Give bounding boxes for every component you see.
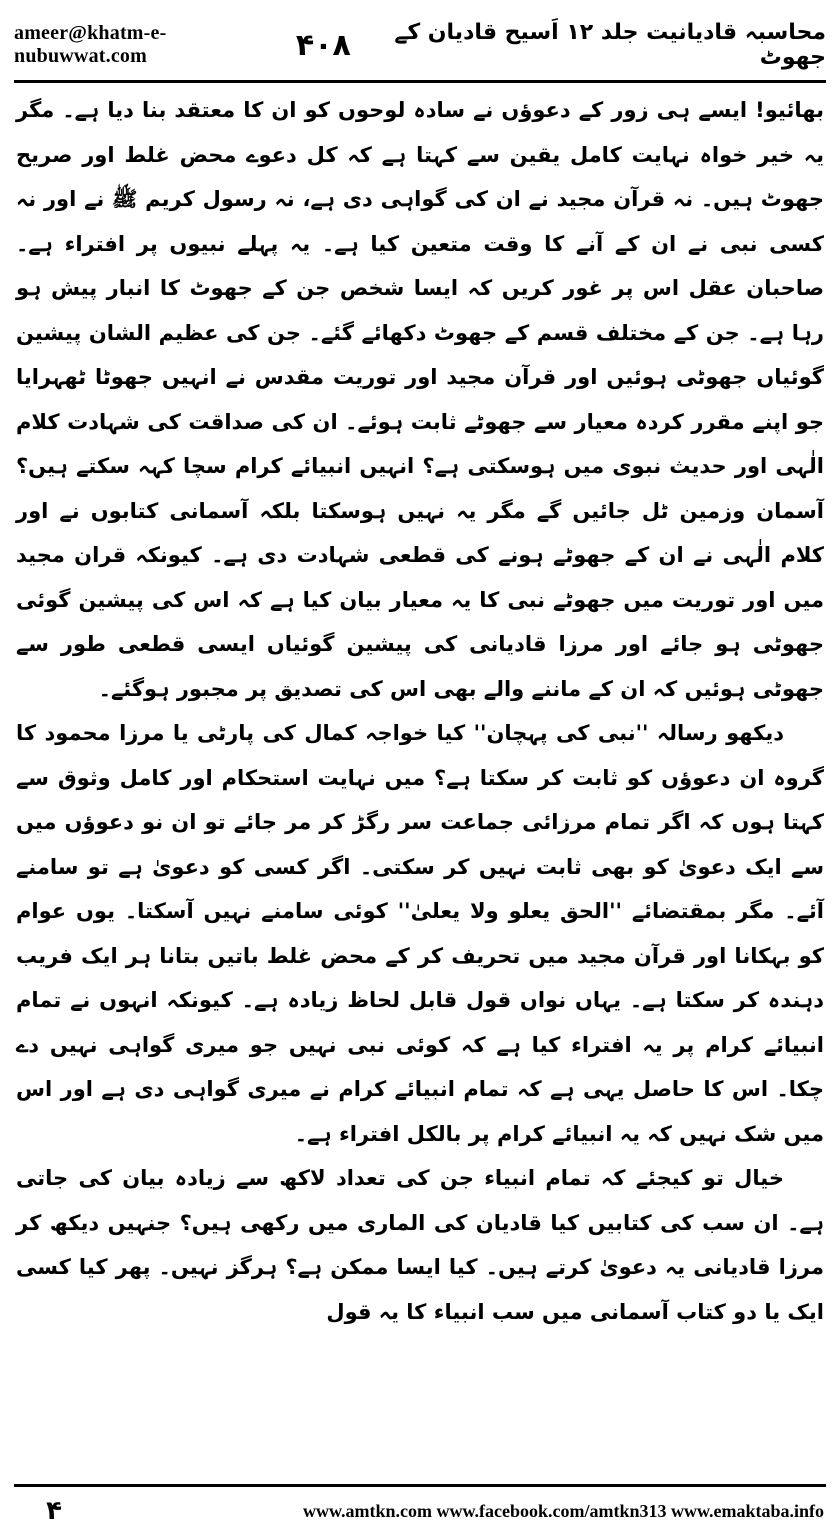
- paragraph-2: دیکھو رسالہ ''نبی کی پہچان'' کیا خواجہ کمال کی پارٹی یا مرزا محمود کا گروہ ان دعوؤں کو ثابت کر سکتا ہے؟ میں نہایت استحکام اور کامل وثوق سے کہتا ہوں کہ اگر تمام مرزائی جماعت سر رگڑ کر مر جائے تو ان نو دعوؤں میں سے ایک دعویٰ کو بھی ثابت نہیں کر سکتی۔ اگر کسی کو دعویٰ ہے تو سامنے آئے۔ مگر بمقتضائے ''الحق یعلو ولا یعلیٰ'' کوئی سامنے نہیں آسکتا۔ یوں عوام کو بہکانا اور قرآن مجید میں تحریف کر کے محض غلط باتیں بتانا ہر ایک فریب دہندہ کر سکتا ہے۔ یہاں نواں قول قابل لحاظ زیادہ ہے۔ کیونکہ انہوں نے تمام انبیائے کرام پر یہ افتراء کیا ہے کہ کوئی نبی نہیں جو میری گواہی نہیں دے چکا۔ اس کا حاصل یہی ہے کہ تمام انبیائے کرام نے میری گواہی دی ہے اور اس میں شک نہیں کہ یہ انبیائے کرام پر بالکل افتراء ہے۔: [16, 721, 824, 1146]
- paragraph-1: بھائیو! ایسے ہی زور کے دعوؤں نے سادہ لوحوں کو ان کا معتقد بنا دیا ہے۔ مگر یہ خیر خواہ نہایت کامل یقین سے کہتا ہے کہ کل دعوے محض غلط اور صریح جھوٹ ہیں۔ نہ قرآن مجید نے ان کی گواہی دی ہے، نہ رسول کریم ﷺ نے اور نہ کسی نبی نے ان کے آنے کا وقت متعین کیا ہے۔ یہ پہلے نبیوں پر افتراء ہے۔ صاحبان عقل اس پر غور کریں کہ ایسا شخص جن کے جھوٹ کا انبار پیش ہو رہا ہے۔ جن کے مختلف قسم کے جھوٹ دکھائے گئے۔ جن کی عظیم الشان پیشین گوئیاں جھوٹی ہوئیں اور قرآن مجید اور توریت مقدس نے انہیں جھوٹا ٹھہرایا جو اپنے مقرر کردہ معیار سے جھوٹے ثابت ہوئے۔ ان کی صداقت کی شہادت کلام الٰہی اور حدیث نبوی میں ہوسکتی ہے؟ انہیں انبیائے کرام سچا کہہ سکتے ہیں؟ آسمان وزمین ٹل جائیں گے مگر یہ نہیں ہوسکتا بلکہ آسمانی کتابوں نے اور کلام الٰہی نے ان کے جھوٹے ہونے کی قطعی شہادت دی ہے۔ کیونکہ قران مجید میں اور توریت میں جھوٹے نبی کا یہ معیار بیان کیا ہے کہ اس کی پیشین گوئی جھوٹی ہو جائے اور مرزا قادیانی کی پیشین گوئیاں ایسی قطعی طور سے جھوٹی ہوئیں کہ ان کے ماننے والے بھی اس کی تصدیق پر مجبور ہوگئے۔: [16, 98, 824, 701]
- page-footer: [14, 1484, 826, 1535]
- header-left: [14, 22, 351, 68]
- footer-links[interactable]: www.amtkn.com www.facebook.com/amtkn313 www.emaktaba.info: [303, 1500, 824, 1521]
- paragraph-3: خیال تو کیجئے کہ تمام انبیاء جن کی تعداد لاکھ سے زیادہ بیان کی جاتی ہے۔ ان سب کی کتابیں کیا قادیان کی الماری میں رکھی ہیں؟ جنہیں دیکھ کر مرزا قادیانی یہ دعویٰ کرتے ہیں۔ کیا ایسا ممکن ہے؟ ہرگز نہیں۔ پھر کیا کسی ایک یا دو کتاب آسمانی میں سب انبیاء کا یہ قول: [16, 1166, 824, 1324]
- header-divider: [14, 80, 826, 83]
- header-email[interactable]: ameer@khatm-e-nubuwwat.com: [14, 22, 167, 67]
- page-body: [16, 88, 824, 1476]
- page-header: [14, 12, 826, 78]
- footer-page-number: ۴: [46, 1496, 62, 1526]
- header-book-title: محاسبہ قادیانیت جلد ۱۲ اَسیح قادیان کے جھوٹ: [394, 20, 826, 70]
- header-page-number: ۴۰۸: [295, 27, 351, 63]
